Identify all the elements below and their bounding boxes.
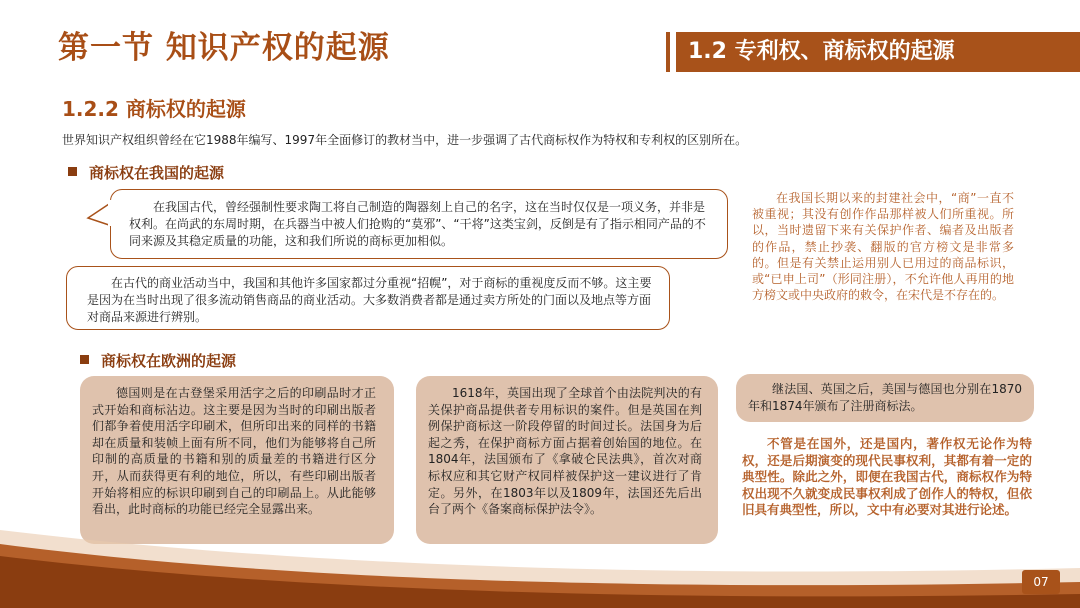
box-zhaohuang — [66, 266, 670, 330]
tail-mask — [108, 200, 114, 226]
box-usa-germany-text: 继法国、英国之后，美国与德国也分别在1870年和1874年颁布了注册商标法。 — [748, 382, 1022, 413]
chapter-title: 第一节 知识产权的起源 — [58, 30, 390, 66]
heading-europe-text: 商标权在欧洲的起源 — [101, 352, 237, 370]
section-banner — [670, 32, 1080, 72]
square-bullet-icon — [68, 167, 77, 176]
square-bullet-icon — [80, 355, 89, 364]
section-banner-text: 1.2 专利权、商标权的起源 — [688, 39, 955, 64]
box-germany — [80, 376, 394, 544]
box-usa-germany — [736, 374, 1034, 422]
bold-note-summary: 不管是在国外，还是国内，著作权无论作为特权，还是后期演变的现代民事权利，其都有着一定的典型性。除此之外，即便在我国古代，商标权作为特权出现不久就变成民事权利成了创作人的特权，但依旧具有典型性，所以，文中有必要对其进行论述。 — [742, 436, 1032, 518]
box-england-france-text: 1618年，英国出现了全球首个由法院判决的有关保护商品提供者专用标识的案件。但是英国在判例保护商标这一阶段停留的时间过长。法国身为后起之秀，在保护商标方面占据着创始国的地位。在1804年，法国颁布了《拿破仑民法典》，首次对商标权应和其它财产权同样被保护这一建议进行了肯定。另外，在1803年以及1809年，法国还先后出台了两个《备案商标保护法令》。 — [428, 386, 702, 517]
callout-text: 在我国古代，曾经强制性要求陶工将自己制造的陶器刻上自己的名字，这在当时仅仅是一项义务，并非是权利。在尚武的东周时期，在兵器当中被人们抢购的“莫邪”、“干将”这类宝剑，反倒是有了指示相同产品的不同来源及其稳定质量的功能，这和我们所说的商标更加相似。 — [129, 200, 706, 248]
sub-heading: 1.2.2 商标权的起源 — [62, 97, 246, 121]
heading-europe — [80, 350, 236, 371]
bottom-wave-decoration — [0, 520, 1080, 608]
callout-ancient-pottery — [110, 189, 728, 259]
box-zhaohuang-text: 在古代的商业活动当中，我国和其他许多国家都过分重视“招幌”，对于商标的重视度反而不够。这主要是因为在当时出现了很多流动销售商品的商业活动。大多数消费者都是通过卖方所处的门面以及地点等方面对商品来源进行辨别。 — [87, 276, 652, 324]
box-england-france — [416, 376, 718, 544]
right-note-feudal: 在我国长期以来的封建社会中，“商”一直不被重视；其没有创作作品那样被人们所重视。所以，当时遗留下来有关保护作者、编者及出版者的作品，禁止抄袭、翻版的官方榜文是非常多的。但是有关禁止运用别人已用过的商品标识，或“已申上司”（形同注册），不允许他人再用的地方榜文或中央政府的敕令，在宋代是不存在的。 — [752, 191, 1014, 303]
page-number: 07 — [1022, 570, 1060, 594]
heading-china — [68, 162, 224, 183]
box-germany-text: 德国则是在古登堡采用活字之后的印刷品时才正式开始和商标沾边。这主要是因为当时的印刷出版者们都争着使用活字印刷术，但所印出来的同样的书籍却在质量和装帧上面有所不同，他们为能够将自己所印制的高质量的书籍和别的质量差的书籍进行区分开，从而获得更有利的地位，所以，有些印刷出版者开始将相应的标识印刷到自己的印刷品上。从此能够看出，此时商标的功能已经完全显露出来。 — [92, 386, 376, 517]
intro-text: 世界知识产权组织曾经在它1988年编写、1997年全面修订的教材当中，进一步强调了古代商标权作为特权和专利权的区别所在。 — [62, 133, 748, 147]
heading-china-text: 商标权在我国的起源 — [89, 164, 225, 182]
title-bar — [0, 22, 1080, 78]
